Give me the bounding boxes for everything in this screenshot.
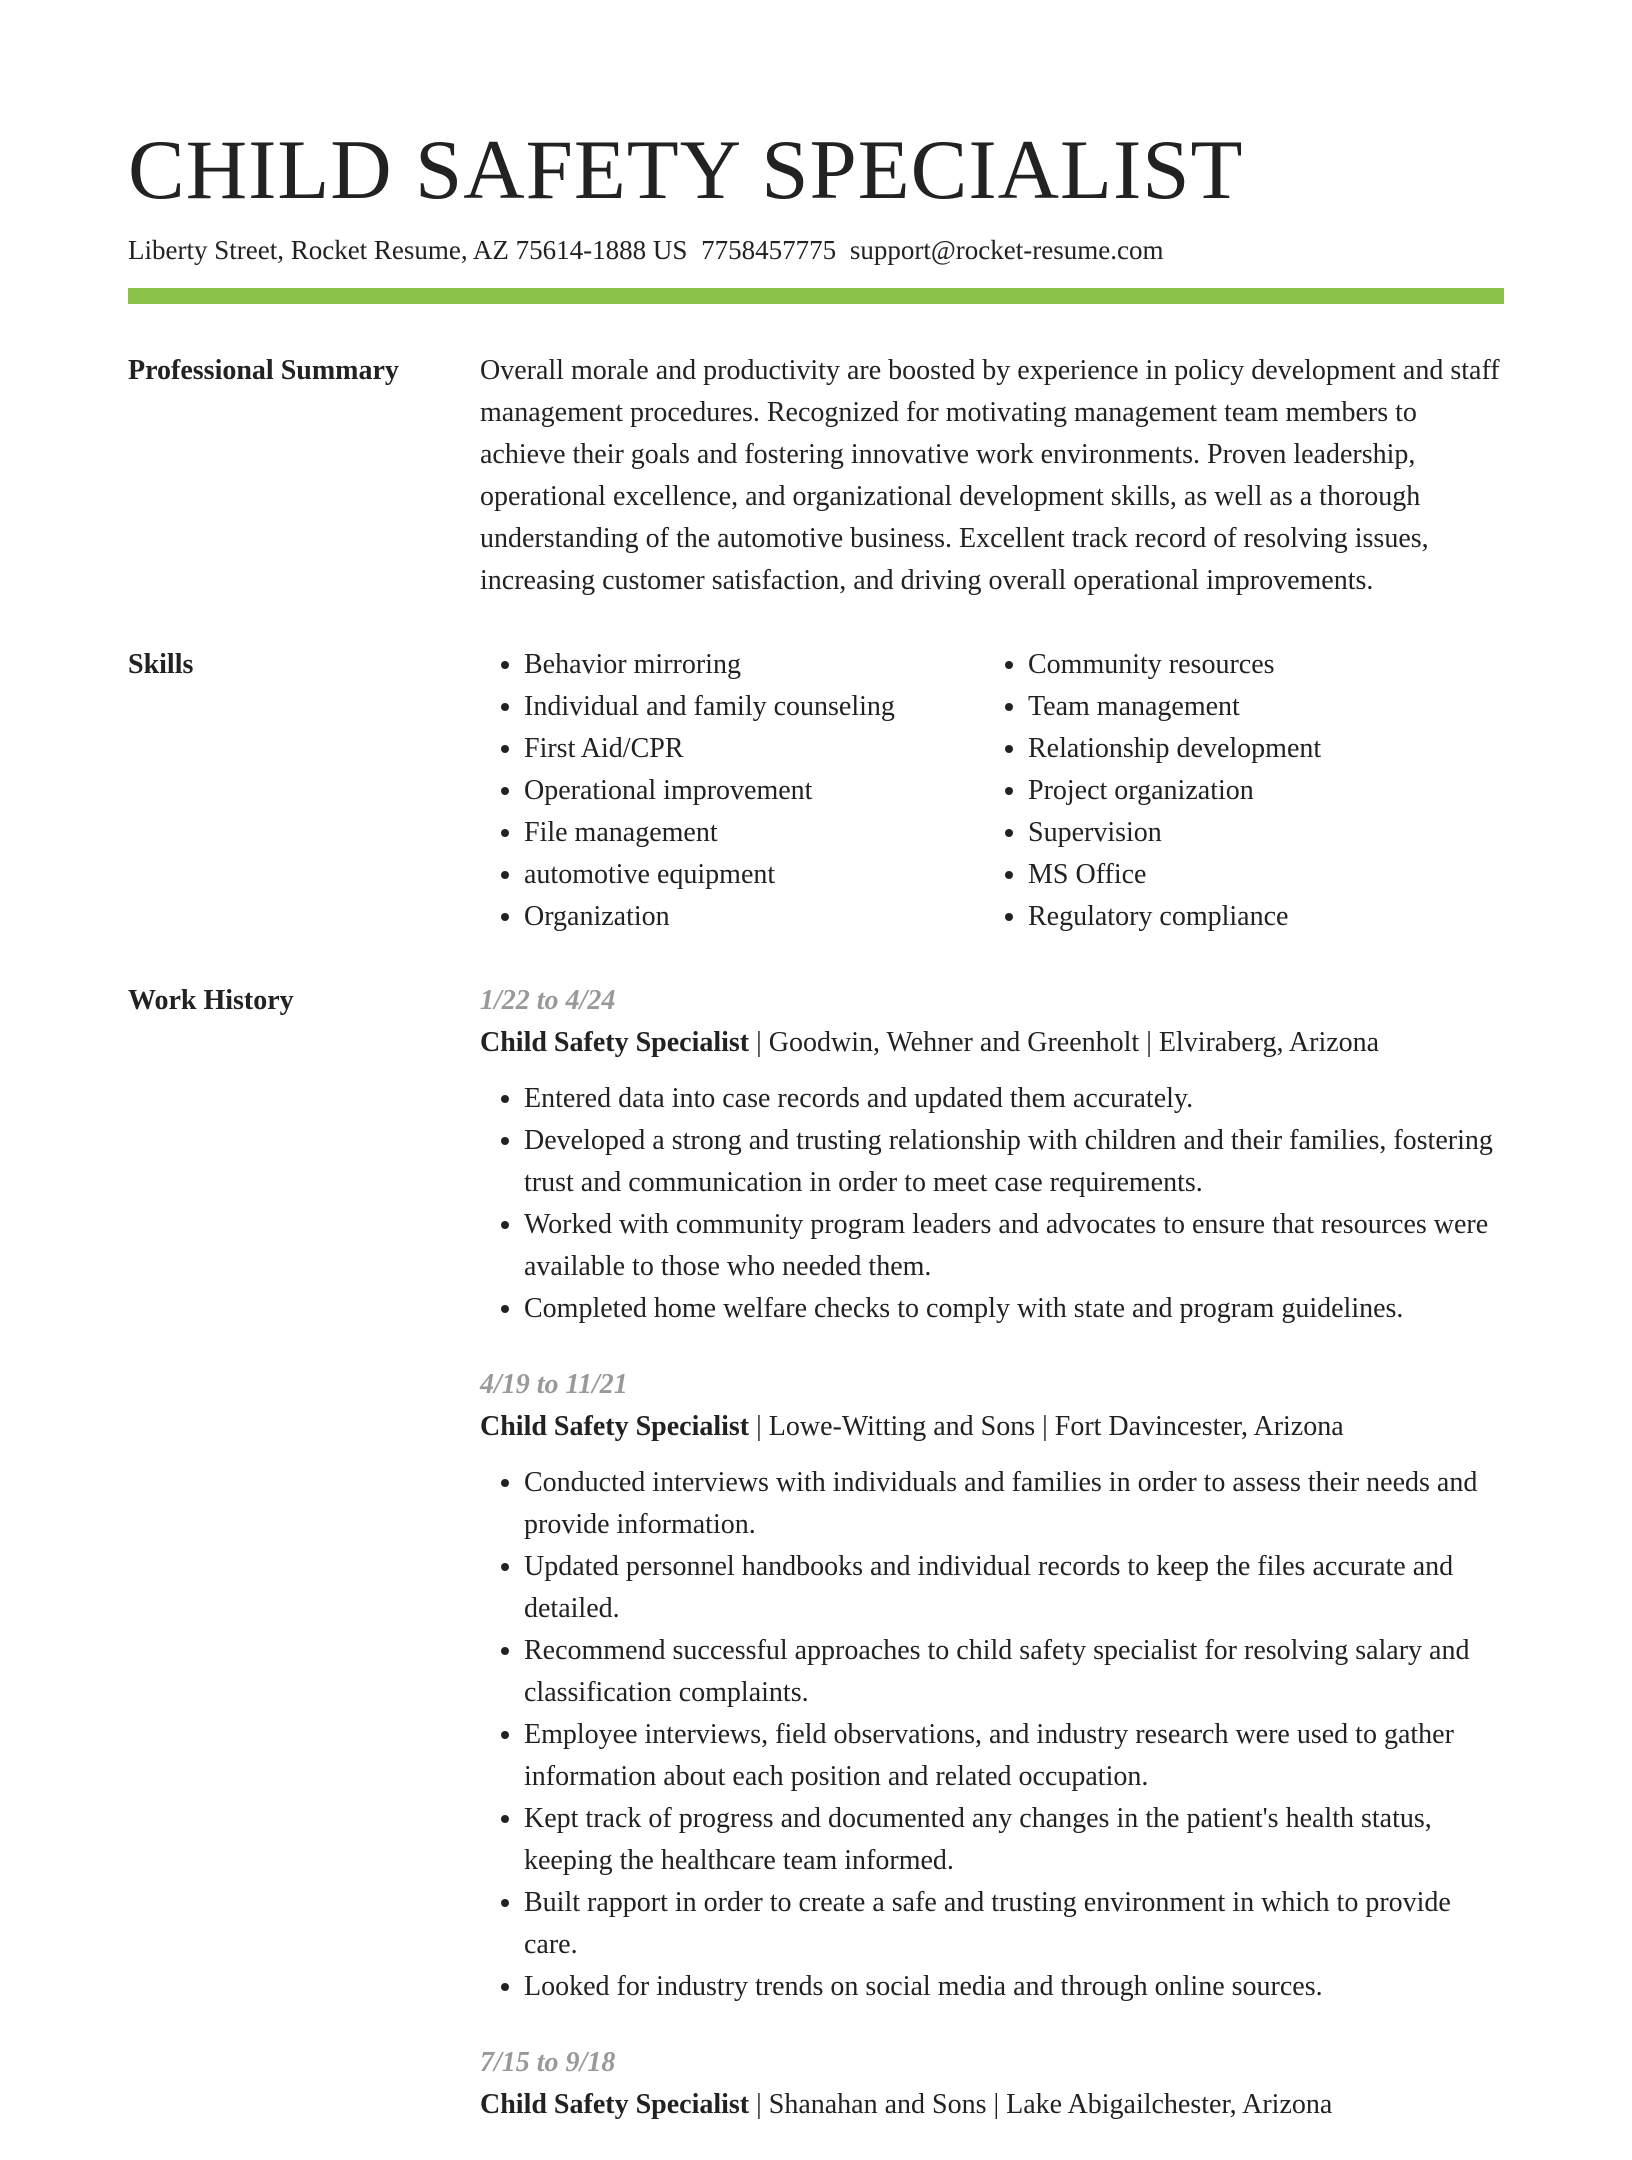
job-employer-location: | Shanahan and Sons | Lake Abigailchester, Arizona bbox=[749, 2089, 1333, 2120]
job-bullet: • Developed a strong and trusting relationship with children and their families, fostering trust and communication in order to meet case requirements. bbox=[524, 1120, 1504, 1204]
skills-list-right bbox=[984, 644, 1488, 938]
contact-address: Liberty Street, Rocket Resume, AZ 75614-1888 US bbox=[128, 235, 688, 265]
resume-page bbox=[128, 120, 1504, 2160]
work-body bbox=[480, 980, 1504, 2160]
job-entry bbox=[480, 1364, 1504, 2008]
skill-item: • Operational improvement bbox=[524, 770, 984, 812]
skills-body bbox=[480, 644, 1504, 938]
skill-item: • Relationship development bbox=[1028, 728, 1488, 770]
job-employer-location: | Lowe-Witting and Sons | Fort Davincester, Arizona bbox=[749, 1411, 1344, 1442]
job-heading bbox=[480, 2084, 1504, 2126]
job-title: Child Safety Specialist bbox=[480, 2089, 750, 2120]
contact-email: support@rocket-resume.com bbox=[849, 235, 1164, 265]
job-bullet: • Built rapport in order to create a safe and trusting environment in which to provide care. bbox=[524, 1882, 1504, 1966]
job-date: 1/22 to 4/24 bbox=[480, 985, 616, 1016]
job-bullet: • Kept track of progress and documented any changes in the patient's health status, keeping the healthcare team informed. bbox=[524, 1798, 1504, 1882]
job-bullet: • Looked for industry trends on social media and through online sources. bbox=[524, 1966, 1504, 2008]
job-bullet: • Entered data into case records and updated them accurately. bbox=[524, 1078, 1504, 1120]
skill-item: • First Aid/CPR bbox=[524, 728, 984, 770]
job-heading bbox=[480, 1022, 1504, 1064]
job-title: Child Safety Specialist bbox=[480, 1027, 750, 1058]
work-heading: Work History bbox=[128, 985, 294, 1016]
job-bullet: • Updated personnel handbooks and individual records to keep the files accurate and detailed. bbox=[524, 1546, 1504, 1630]
job-entry bbox=[480, 980, 1504, 1330]
skill-item: • File management bbox=[524, 812, 984, 854]
job-bullet: • Recommend successful approaches to child safety specialist for resolving salary and classification complaints. bbox=[524, 1630, 1504, 1714]
skill-item: • Behavior mirroring bbox=[524, 644, 984, 686]
job-bullet: • Completed home welfare checks to comply with state and program guidelines. bbox=[524, 1288, 1504, 1330]
skill-item: • Team management bbox=[1028, 686, 1488, 728]
job-bullet: • Employee interviews, field observations, and industry research were used to gather information about each position and related occupation. bbox=[524, 1714, 1504, 1798]
skills-section bbox=[128, 650, 1504, 938]
skill-item: • Individual and family counseling bbox=[524, 686, 984, 728]
skills-heading: Skills bbox=[128, 649, 194, 680]
skill-item: • automotive equipment bbox=[524, 854, 984, 896]
job-title: Child Safety Specialist bbox=[480, 1411, 750, 1442]
job-bullets bbox=[480, 1078, 1504, 1330]
job-date: 4/19 to 11/21 bbox=[480, 1369, 628, 1400]
job-entry bbox=[480, 2042, 1504, 2126]
contact-line bbox=[128, 230, 1504, 270]
skill-item: • Project organization bbox=[1028, 770, 1488, 812]
header-divider bbox=[128, 288, 1504, 304]
skills-columns bbox=[480, 644, 1504, 938]
skill-item: • MS Office bbox=[1028, 854, 1488, 896]
skills-list-left bbox=[480, 644, 984, 938]
resume-name: CHILD SAFETY SPECIALIST bbox=[128, 123, 1244, 217]
job-bullet: • Worked with community program leaders and advocates to ensure that resources were available to those who needed them. bbox=[524, 1204, 1504, 1288]
skill-item: • Organization bbox=[524, 896, 984, 938]
job-bullet: • Conducted interviews with individuals and families in order to assess their needs and provide information. bbox=[524, 1462, 1504, 1546]
summary-body bbox=[480, 350, 1504, 602]
summary-heading: Professional Summary bbox=[128, 355, 399, 386]
job-bullets bbox=[480, 1462, 1504, 2008]
skill-item: • Community resources bbox=[1028, 644, 1488, 686]
job-heading bbox=[480, 1406, 1504, 1448]
summary-text: Overall morale and productivity are boosted by experience in policy development and staff management procedures. Recognized for motivating management team members to achieve their goals and fostering innovative work environments. Proven leadership, operational excellence, and organizational development skills, as well as a thorough understanding of the automotive business. Excellent track record of resolving issues, increasing customer satisfaction, and driving overall operational improvements. bbox=[480, 355, 1500, 596]
skill-item: • Supervision bbox=[1028, 812, 1488, 854]
skill-item: • Regulatory compliance bbox=[1028, 896, 1488, 938]
job-employer-location: | Goodwin, Wehner and Greenholt | Elviraberg, Arizona bbox=[749, 1027, 1380, 1058]
work-section bbox=[128, 986, 1504, 2160]
summary-section bbox=[128, 356, 1504, 602]
job-date: 7/15 to 9/18 bbox=[480, 2047, 616, 2078]
contact-phone: 7758457775 bbox=[701, 235, 837, 265]
